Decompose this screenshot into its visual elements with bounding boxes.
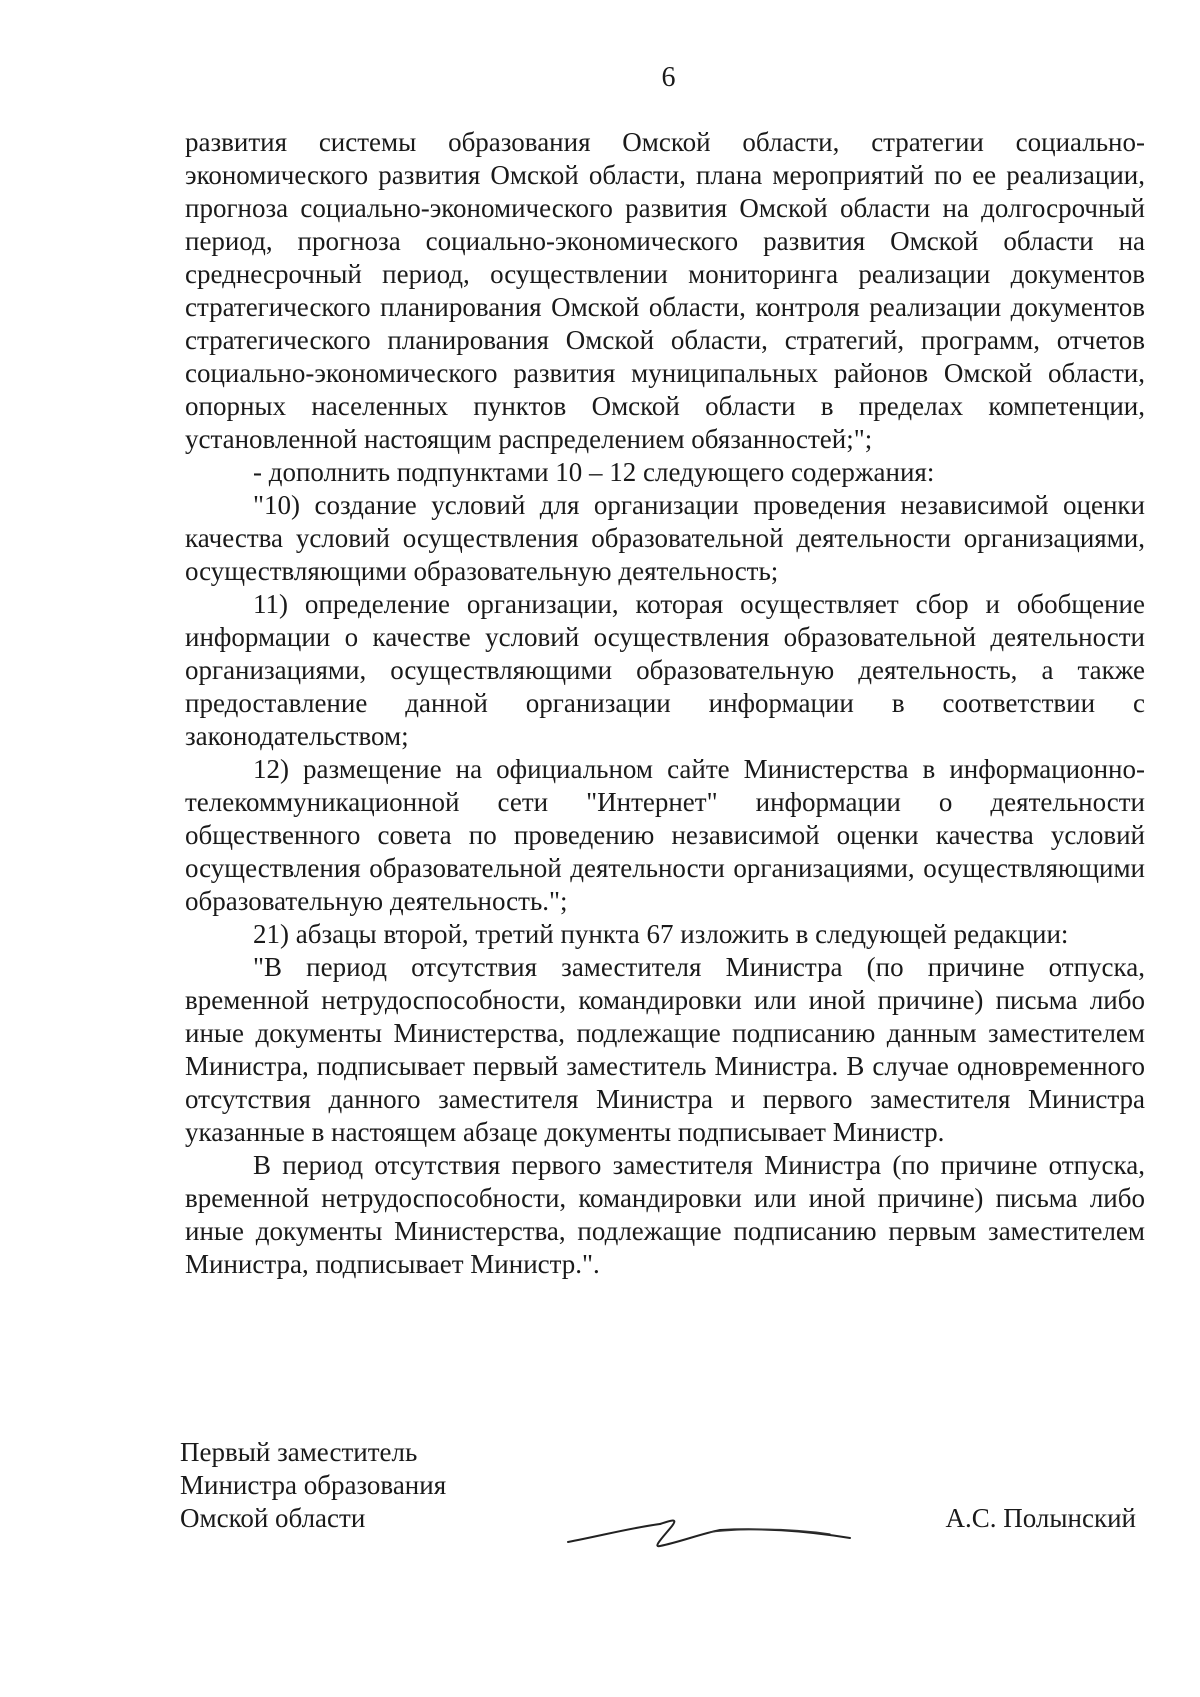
signatory-title <box>180 1436 446 1535</box>
page-number-text: 6 <box>661 62 676 93</box>
paragraph-item-10: "10) создание условий для организации проведения независимой оценки качества условий осуществления образовательной деятельности организациями, осуществляющими образовательную деятельность; <box>185 490 1145 586</box>
paragraph-item-11: 11) определение организации, которая осуществляет сбор и обобщение информации о качестве условий осуществления образовательной деятельности организациями, осуществляющими образовательную деятельность, а также предоставление данной организации информации в соответствии с законодательством; <box>185 589 1145 751</box>
page-number <box>0 62 1200 94</box>
paragraph-item-21: 21) абзацы второй, третий пункта 67 изложить в следующей редакции: <box>253 919 1069 949</box>
signatory-title-line-1: Первый заместитель <box>180 1437 418 1467</box>
signature-block <box>180 1436 1160 1556</box>
paragraph-first-deputy-absence: В период отсутствия первого заместителя Министра (по причине отпуска, временной нетрудоспособности, командировки или иной причине) письма либо иные документы Министерства, подлежащие подписанию первым заместителем Министра, подписывает Министр.". <box>185 1150 1145 1279</box>
paragraph-continuation: развития системы образования Омской области, стратегии социально-экономического развития Омской области, плана мероприятий по ее реализации, прогноза социально-экономического развития Омской области на долгосрочный период, прогноза социально-экономического развития Омской области на среднесрочный период, осуществлении мониторинга реализации документов стратегического планирования Омской области, контроля реализации документов стратегического планирования Омской области, стратегий, программ, отчетов социально-экономического развития муниципальных районов Омской области, опорных населенных пунктов Омской области в пределах компетенции, установленной настоящим распределением обязанностей;"; <box>185 127 1145 454</box>
handwritten-signature <box>560 1498 860 1558</box>
paragraph-item-12: 12) размещение на официальном сайте Министерства в информационно-телекоммуникационной сети "Интернет" информации о деятельности общественного совета по проведению независимой оценки качества условий осуществления образовательной деятельности организациями, осуществляющими образовательную деятельность."; <box>185 754 1145 916</box>
signatory-title-line-2: Министра образования <box>180 1470 447 1500</box>
paragraph-deputy-absence: "В период отсутствия заместителя Министра (по причине отпуска, временной нетрудоспособности, командировки или иной причине) письма либо иные документы Министерства, подлежащие подписанию данным заместителем Министра, подписывает первый заместитель Министра. В случае одновременного отсутствия данного заместителя Министра и первого заместителя Министра указанные в настоящем абзаце документы подписывает Министр. <box>185 952 1145 1147</box>
document-body <box>185 126 1145 1281</box>
signatory-title-line-3: Омской области <box>180 1503 366 1533</box>
paragraph-amendment-intro: - дополнить подпунктами 10 – 12 следующего содержания: <box>253 457 935 487</box>
signatory-name: А.С. Полынский <box>945 1503 1136 1533</box>
